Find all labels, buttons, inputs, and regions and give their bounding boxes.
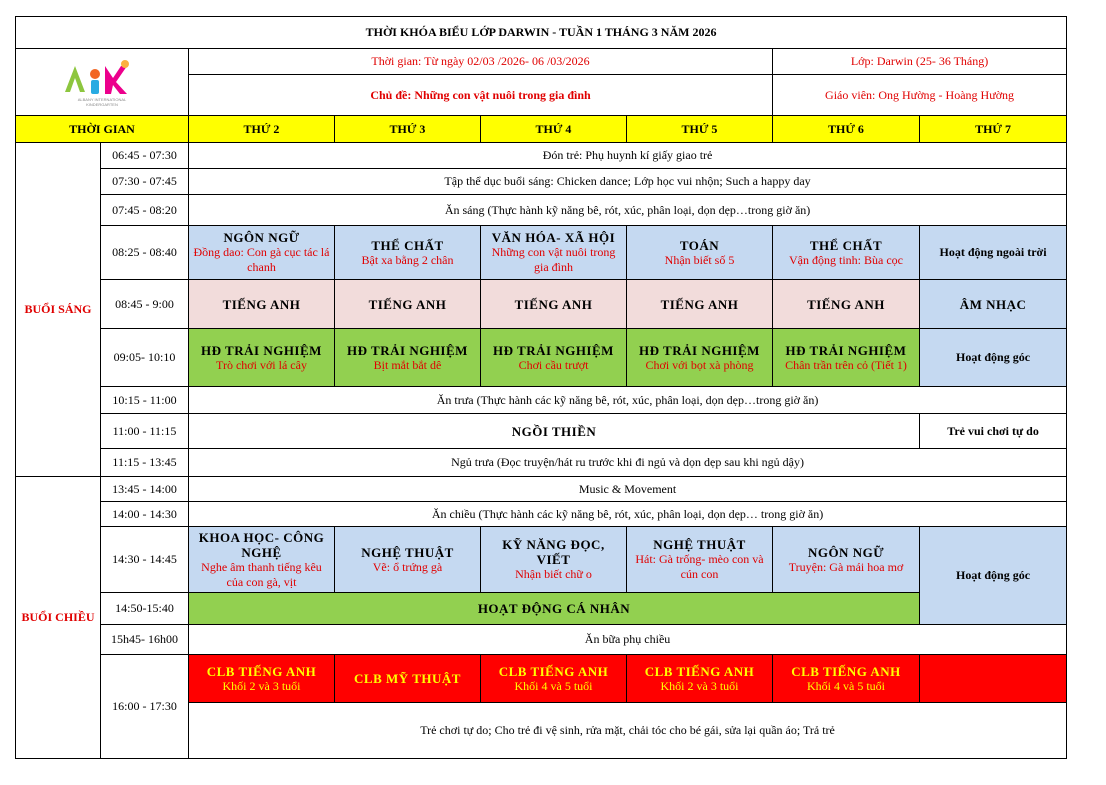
lesson-cell: NGÔN NGỮ Đồng dao: Con gà cục tác lá chanh [189,226,335,280]
lesson-cell: HĐ TRẢI NGHIỆM Chơi cầu trượt [481,329,627,387]
lesson-cell: Hoạt động góc [920,527,1067,625]
activity-snack: Ăn bữa phụ chiều [189,625,1067,655]
header-day: THỨ 7 [920,116,1067,143]
lesson-cell: KHOA HỌC- CÔNG NGHỆ Nghe âm thanh tiếng kêu của con gà, vịt [189,527,335,593]
lesson-cell: TIẾNG ANH [189,280,335,329]
activity-welcome: Đón trẻ: Phụ huynh kí giấy giao trẻ [189,143,1067,169]
lesson-cell: THỂ CHẤT Vận động tinh: Bùa cọc [773,226,920,280]
club-cell: CLB TIẾNG ANH Khối 4 và 5 tuổi [481,655,627,703]
lesson-cell: NGHỆ THUẬT Vẽ: ổ trứng gà [335,527,481,593]
session-afternoon: BUỔI CHIỀU [16,477,101,759]
time-slot: 16:00 - 17:30 [101,655,189,759]
activity-exercise: Tập thể dục buổi sáng: Chicken dance; Lớp học vui nhộn; Such a happy day [189,169,1067,195]
activity-individual: HOẠT ĐỘNG CÁ NHÂN [189,593,920,625]
header-day: THỨ 2 [189,116,335,143]
lesson-cell: ÂM NHẠC [920,280,1067,329]
header-day: THỨ 6 [773,116,920,143]
header-day: THỨ 3 [335,116,481,143]
time-slot: 14:30 - 14:45 [101,527,189,593]
theme: Chủ đề: Những con vật nuôi trong gia đình [189,75,773,116]
page-title: THỜI KHÓA BIỂU LỚP DARWIN - TUẦN 1 THÁNG 3 NĂM 2026 [16,17,1067,49]
time-slot: 07:45 - 08:20 [101,195,189,226]
activity-closing: Trẻ chơi tự do; Cho trẻ đi vệ sinh, rửa mặt, chải tóc cho bé gái, sửa lại quần áo; Trả trẻ [189,703,1067,759]
school-logo-icon [59,54,145,110]
lesson-cell: VĂN HÓA- XÃ HỘI Những con vật nuôi trong gia đình [481,226,627,280]
time-slot: 07:30 - 07:45 [101,169,189,195]
class-name: Lớp: Darwin (25- 36 Tháng) [773,49,1067,75]
activity-lunch: Ăn trưa (Thực hành các kỹ năng bê, rót, xúc, phân loại, dọn dẹp…trong giờ ăn) [189,387,1067,414]
activity-free-play: Trẻ vui chơi tự do [920,414,1067,449]
lesson-cell: TOÁN Nhận biết số 5 [627,226,773,280]
logo-cell [16,49,189,116]
timetable [15,16,1067,759]
activity-breakfast: Ăn sáng (Thực hành kỹ năng bê, rót, xúc, phân loại, dọn dẹp…trong giờ ăn) [189,195,1067,226]
club-cell-empty [920,655,1067,703]
lesson-cell: Hoạt động ngoài trời [920,226,1067,280]
lesson-cell: HĐ TRẢI NGHIỆM Chân trần trên cỏ (Tiết 1) [773,329,920,387]
lesson-cell: HĐ TRẢI NGHIỆM Chơi với bọt xà phòng [627,329,773,387]
lesson-cell: NGHỆ THUẬT Hát: Gà trống- mèo con và cún con [627,527,773,593]
activity-meditation: NGỒI THIỀN [189,414,920,449]
time-slot: 08:45 - 9:00 [101,280,189,329]
club-cell: CLB MỸ THUẬT [335,655,481,703]
activity-nap: Ngủ trưa (Đọc truyện/hát ru trước khi đi ngủ và dọn dẹp sau khi ngủ dậy) [189,449,1067,477]
time-slot: 10:15 - 11:00 [101,387,189,414]
lesson-cell: NGÔN NGỮ Truyện: Gà mái hoa mơ [773,527,920,593]
club-cell: CLB TIẾNG ANH Khối 4 và 5 tuổi [773,655,920,703]
club-cell: CLB TIẾNG ANH Khối 2 và 3 tuổi [627,655,773,703]
teachers: Giáo viên: Ong Hường - Hoàng Hường [773,75,1067,116]
time-slot: 09:05- 10:10 [101,329,189,387]
time-slot: 08:25 - 08:40 [101,226,189,280]
svg-text:KINDERGARTEN: KINDERGARTEN [86,102,118,107]
header-day: THỨ 4 [481,116,627,143]
lesson-cell: HĐ TRẢI NGHIỆM Trò chơi với lá cây [189,329,335,387]
lesson-cell: TIẾNG ANH [773,280,920,329]
time-slot: 11:00 - 11:15 [101,414,189,449]
time-slot: 14:50-15:40 [101,593,189,625]
lesson-cell: TIẾNG ANH [627,280,773,329]
time-slot: 13:45 - 14:00 [101,477,189,502]
time-slot: 06:45 - 07:30 [101,143,189,169]
lesson-cell: TIẾNG ANH [481,280,627,329]
time-slot: 15h45- 16h00 [101,625,189,655]
session-morning: BUỔI SÁNG [16,143,101,477]
time-slot: 11:15 - 13:45 [101,449,189,477]
lesson-cell: HĐ TRẢI NGHIỆM Bịt mắt bắt dê [335,329,481,387]
club-cell: CLB TIẾNG ANH Khối 2 và 3 tuổi [189,655,335,703]
lesson-cell: Hoạt động góc [920,329,1067,387]
activity-music: Music & Movement [189,477,1067,502]
time-slot: 14:00 - 14:30 [101,502,189,527]
header-day: THỨ 5 [627,116,773,143]
lesson-cell: TIẾNG ANH [335,280,481,329]
time-range: Thời gian: Từ ngày 02/03 /2026- 06 /03/2026 [189,49,773,75]
lesson-cell: KỸ NĂNG ĐỌC, VIẾT Nhận biết chữ o [481,527,627,593]
svg-text:ALBANY INTERNATIONAL: ALBANY INTERNATIONAL [77,97,127,102]
activity-afternoon-meal: Ăn chiều (Thực hành các kỹ năng bê, rót, xúc, phân loại, dọn dẹp… trong giờ ăn) [189,502,1067,527]
lesson-cell: THỂ CHẤT Bật xa bằng 2 chân [335,226,481,280]
header-time: THỜI GIAN [16,116,189,143]
